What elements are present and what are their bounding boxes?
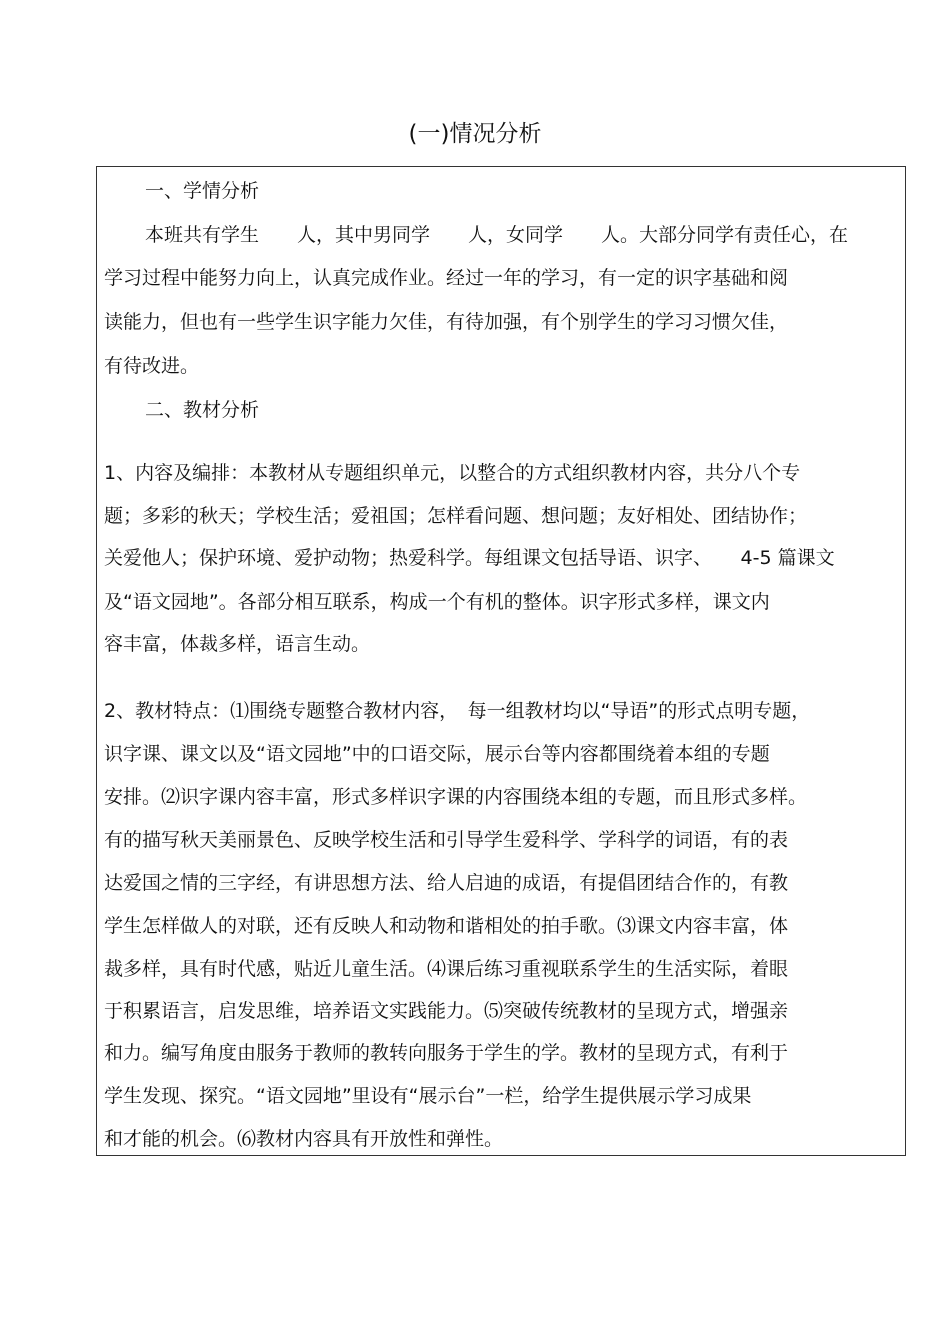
paragraph-line: 有的描写秋天美丽景色、反映学校生活和引导学生爱科学、学科学的词语，有的表 [104, 829, 789, 851]
page-title: (一)情况分析 [408, 121, 542, 147]
paragraph-line: 学生发现、探究。“语文园地”里设有“展示台”一栏，给学生提供展示学习成果 [104, 1085, 752, 1107]
paragraph-line: 关爱他人；保护环境、爱护动物；热爱科学。每组课文包括导语、识字、 4-5 篇课文 [104, 547, 835, 569]
paragraph-line: 本班共有学生 人，其中男同学 人，女同学 人。大部分同学有责任心，在 [145, 224, 849, 246]
section-heading-textbook-analysis: 二、教材分析 [145, 399, 260, 421]
paragraph-line: 安排。⑵识字课内容丰富，形式多样识字课的内容围绕本组的专题，而且形式多样。 [104, 786, 808, 808]
paragraph-line: 2、教材特点：⑴围绕专题整合教材内容， 每一组教材均以“导语”的形式点明专题， [104, 700, 811, 722]
paragraph-line: 学生怎样做人的对联，还有反映人和动物和谐相处的拍手歌。⑶课文内容丰富，体 [104, 915, 789, 937]
paragraph-line: 容丰富，体裁多样，语言生动。 [104, 633, 371, 655]
paragraph-line: 有待改进。 [104, 355, 200, 377]
paragraph-line: 达爱国之情的三字经，有讲思想方法、给人启迪的成语，有提倡团结合作的，有教 [104, 872, 789, 894]
paragraph-line: 裁多样，具有时代感，贴近儿童生活。⑷课后练习重视联系学生的生活实际，着眼 [104, 958, 789, 980]
paragraph-line: 和才能的机会。⑹教材内容具有开放性和弹性。 [104, 1128, 504, 1150]
paragraph-line: 学习过程中能努力向上，认真完成作业。经过一年的学习，有一定的识字基础和阅 [104, 267, 789, 289]
paragraph-line: 及“语文园地”。各部分相互联系，构成一个有机的整体。识字形式多样，课文内 [104, 591, 770, 613]
paragraph-line: 1、内容及编排：本教材从专题组织单元，以整合的方式组织教材内容，共分八个专 [104, 462, 801, 484]
paragraph-line: 读能力，但也有一些学生识字能力欠佳，有待加强，有个别学生的学习习惯欠佳， [104, 311, 789, 333]
paragraph-line: 和力。编写角度由服务于教师的教转向服务于学生的学。教材的呈现方式，有利于 [104, 1042, 789, 1064]
paragraph-line: 识字课、课文以及“语文园地”中的口语交际，展示台等内容都围绕着本组的专题 [104, 743, 770, 765]
section-heading-student-analysis: 一、学情分析 [145, 180, 260, 202]
paragraph-line: 于积累语言，启发思维，培养语文实践能力。⑸突破传统教材的呈现方式，增强亲 [104, 1000, 789, 1022]
paragraph-line: 题；多彩的秋天；学校生活；爱祖国；怎样看问题、想问题；友好相处、团结协作； [104, 505, 808, 527]
